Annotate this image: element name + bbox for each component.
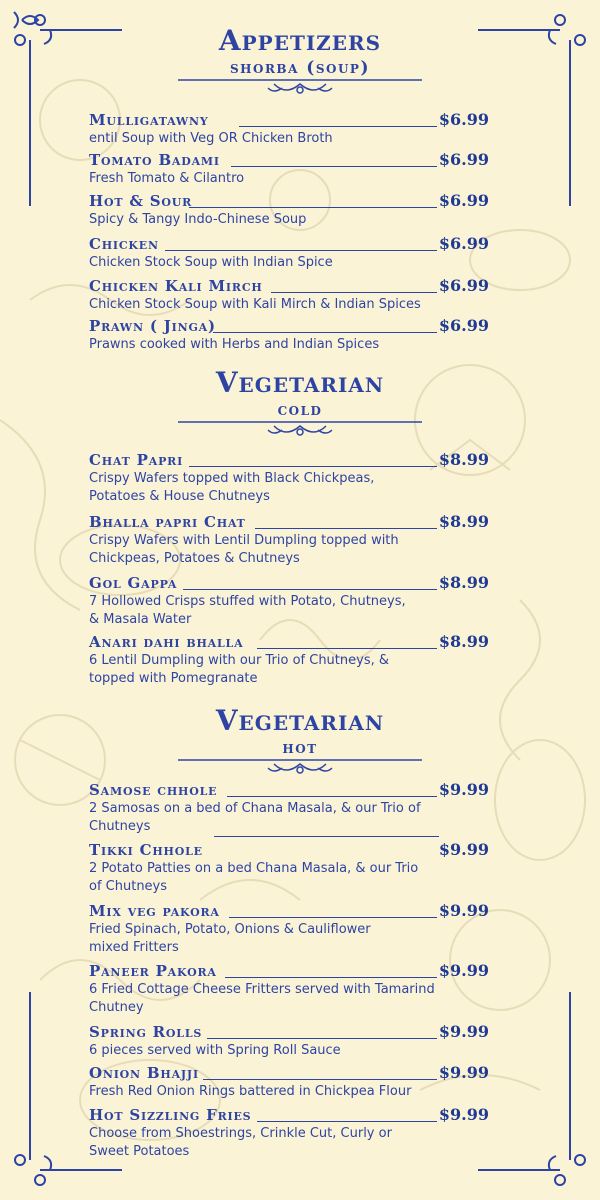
section-title-vegetarian-hot: Vegetarian — [215, 704, 385, 737]
menu-item — [89, 512, 489, 568]
item-name: Paneer Pakora — [89, 962, 217, 980]
leader-line — [257, 1121, 437, 1122]
item-name: Spring Rolls — [89, 1023, 203, 1041]
item-description: 7 Hollowed Crisps stuffed with Potato, Chutneys, & Masala Water — [89, 594, 406, 627]
item-description: Crispy Wafers with Lentil Dumpling topped with Chickpeas, Potatoes & Chutneys — [89, 533, 399, 566]
item-price: $6.99 — [438, 150, 489, 169]
menu-item — [89, 573, 489, 629]
section-subtitle-shorba: shorba (soup) — [230, 58, 370, 78]
section-title-vegetarian-cold: Vegetarian — [215, 366, 385, 399]
menu-item — [89, 276, 489, 314]
item-description: Prawns cooked with Herbs and Indian Spices — [89, 337, 380, 352]
leader-line — [203, 1079, 437, 1080]
item-price: $9.99 — [438, 780, 489, 799]
item-price: $6.99 — [438, 316, 489, 335]
item-price: $6.99 — [438, 234, 489, 253]
ornament-divider — [178, 418, 422, 442]
item-price: $9.99 — [438, 1105, 489, 1124]
menu-item — [89, 1022, 489, 1060]
leader-line — [227, 796, 437, 797]
item-name: Mulligatawny — [89, 111, 209, 129]
menu-item — [89, 1105, 489, 1161]
menu-item — [89, 632, 489, 688]
item-price: $9.99 — [438, 1022, 489, 1041]
leader-line — [207, 1038, 437, 1039]
section-title-appetizers: Appetizers — [218, 24, 382, 57]
leader-line — [255, 528, 437, 529]
item-price: $9.99 — [438, 961, 489, 980]
item-name: Onion Bhajji — [89, 1064, 199, 1082]
item-description: 2 Samosas on a bed of Chana Masala, & our Trio of Chutneys — [89, 801, 421, 834]
item-name: Tikki Chhole — [89, 841, 203, 859]
item-description: Fresh Tomato & Cilantro — [89, 171, 245, 186]
ornament-divider — [178, 756, 422, 780]
ornament-divider — [178, 76, 422, 100]
item-description: 6 pieces served with Spring Roll Sauce — [89, 1043, 341, 1058]
menu-item — [89, 234, 489, 272]
item-name: Hot & Sour — [89, 192, 193, 210]
leader-line — [257, 648, 437, 649]
item-price: $9.99 — [438, 1063, 489, 1082]
item-price: $8.99 — [438, 450, 489, 469]
item-description: Chicken Stock Soup with Kali Mirch & Indian Spices — [89, 297, 421, 312]
item-name: Gol Gappa — [89, 574, 178, 592]
item-price: $8.99 — [438, 512, 489, 531]
item-description: Spicy & Tangy Indo-Chinese Soup — [89, 212, 307, 227]
item-description: Chicken Stock Soup with Indian Spice — [89, 255, 333, 270]
item-description: Choose from Shoestrings, Crinkle Cut, Curly or Sweet Potatoes — [89, 1126, 392, 1159]
item-name: Chicken — [89, 235, 159, 253]
item-price: $6.99 — [438, 191, 489, 210]
item-description: Crispy Wafers topped with Black Chickpeas, Potatoes & House Chutneys — [89, 471, 375, 504]
item-description: Fried Spinach, Potato, Onions & Cauliflower mixed Fritters — [89, 922, 371, 955]
item-description: 2 Potato Patties on a bed Chana Masala, & our Trio of Chutneys — [89, 861, 419, 894]
menu-item — [89, 840, 489, 896]
item-description: 6 Fried Cottage Cheese Fritters served with Tamarind Chutney — [89, 982, 435, 1015]
menu-item — [89, 316, 489, 354]
leader-line — [225, 977, 437, 978]
menu-item — [89, 1063, 489, 1101]
item-name: Chicken Kali Mirch — [89, 277, 263, 295]
menu-item — [89, 450, 489, 506]
leader-line — [214, 836, 439, 837]
item-name: Chat Papri — [89, 451, 184, 469]
item-name: Samose chhole — [89, 781, 218, 799]
leader-line — [213, 332, 437, 333]
leader-line — [189, 466, 437, 467]
item-name: Anari dahi bhalla — [89, 633, 244, 651]
item-price: $8.99 — [438, 632, 489, 651]
leader-line — [165, 250, 437, 251]
menu-item — [89, 191, 489, 229]
item-name: Prawn ( Jinga) — [89, 317, 216, 335]
item-price: $8.99 — [438, 573, 489, 592]
menu-item — [89, 150, 489, 188]
item-description: entil Soup with Veg OR Chicken Broth — [89, 131, 333, 146]
item-description: 6 Lentil Dumpling with our Trio of Chutneys, & topped with Pomegranate — [89, 653, 389, 686]
menu-item — [89, 961, 489, 1017]
leader-line — [229, 917, 437, 918]
item-name: Mix veg pakora — [89, 902, 220, 920]
item-name: Bhalla papri Chat — [89, 513, 246, 531]
menu-item — [89, 901, 489, 957]
leader-line — [271, 292, 437, 293]
item-description: Fresh Red Onion Rings battered in Chickpea Flour — [89, 1084, 412, 1099]
leader-line — [183, 589, 437, 590]
item-name: Tomato Badami — [89, 151, 220, 169]
menu-item — [89, 110, 489, 148]
menu-item — [89, 780, 489, 836]
leader-line — [231, 166, 437, 167]
item-price: $9.99 — [438, 840, 489, 859]
item-price: $6.99 — [438, 276, 489, 295]
leader-line — [189, 207, 437, 208]
section-subtitle-hot: hot — [282, 738, 318, 758]
leader-line — [239, 126, 437, 127]
item-price: $6.99 — [438, 110, 489, 129]
item-price: $9.99 — [438, 901, 489, 920]
section-subtitle-cold: cold — [277, 400, 323, 420]
item-name: Hot Sizzling Fries — [89, 1106, 252, 1124]
